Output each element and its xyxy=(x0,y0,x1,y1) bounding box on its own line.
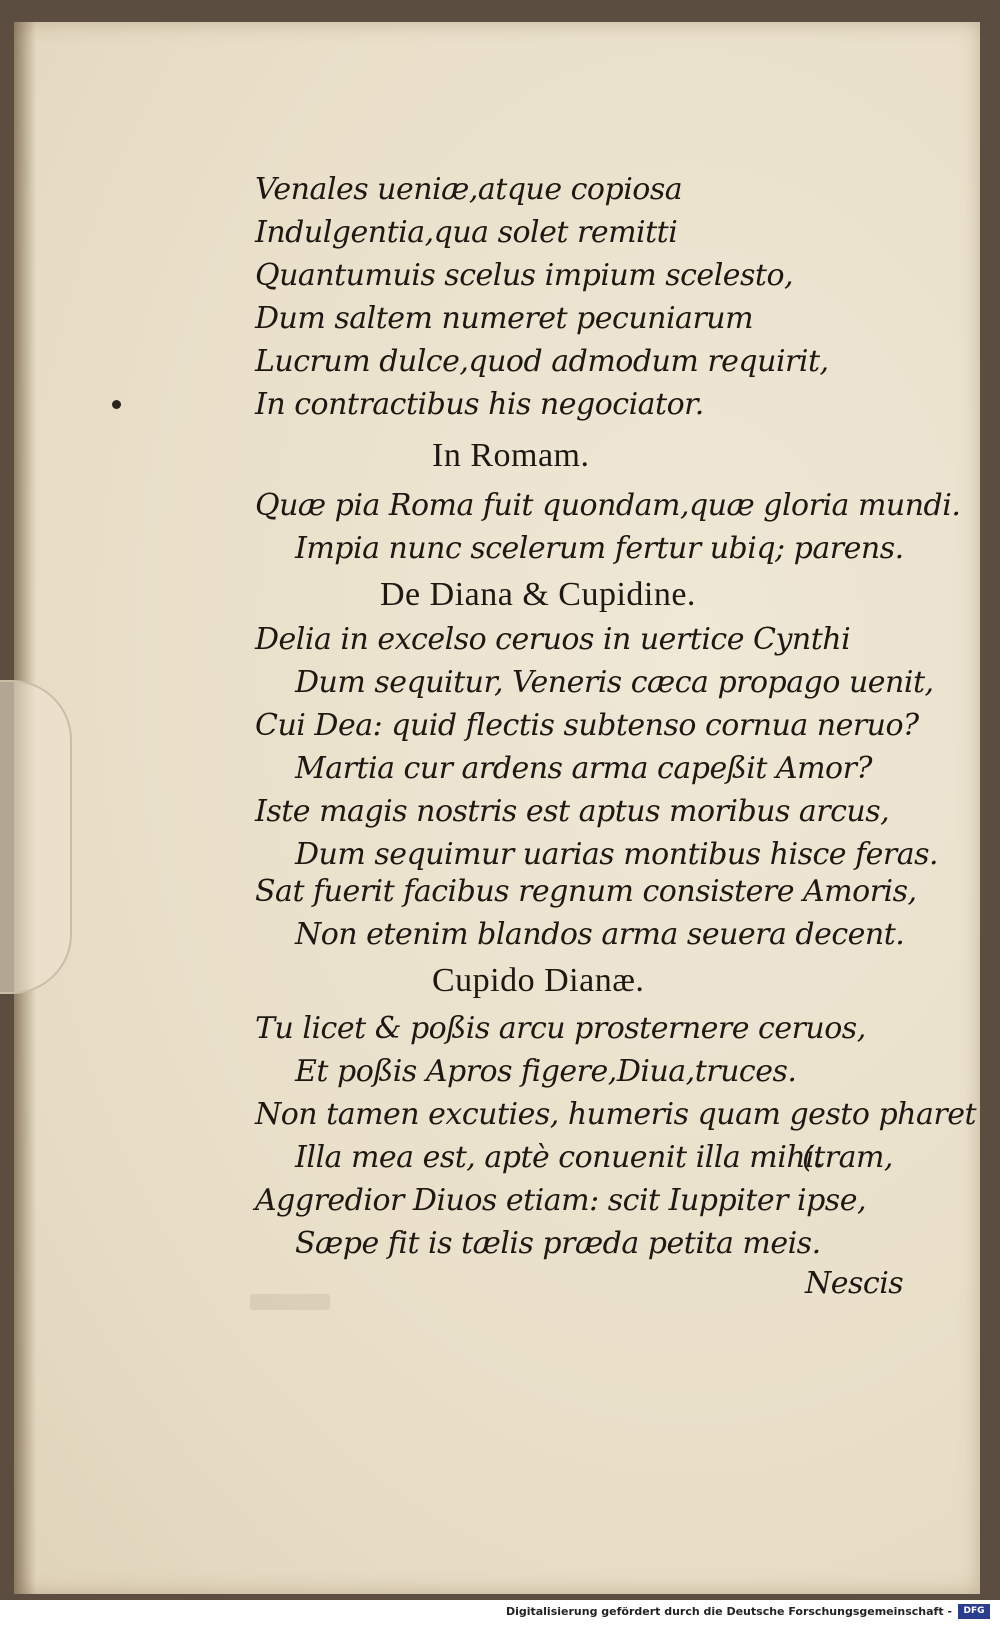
text-line: Cui Dea: quid flectis subtenso cornua neruo? xyxy=(255,708,919,743)
text-line: Lucrum dulce,quod admodum requirit, xyxy=(255,344,829,379)
text-line: Sæpe fit is tælis præda petita meis. xyxy=(295,1226,821,1261)
catchword: Nescis xyxy=(805,1266,904,1301)
text-line: Dum sequitur, Veneris cæca propago uenit, xyxy=(295,665,934,700)
section-heading: In Romam. xyxy=(432,437,590,474)
text-line: Quæ pia Roma fuit quondam,quæ gloria mundi. xyxy=(255,488,961,523)
text-line: Dum saltem numeret pecuniarum xyxy=(255,301,754,336)
continuation-text: (tram, xyxy=(802,1140,893,1175)
text-line: Delia in excelso ceruos in uertice Cynthi xyxy=(255,622,851,657)
text-line: Iste magis nostris est aptus moribus arcus, xyxy=(255,794,890,829)
text-line: In contractibus his negociator. xyxy=(255,387,704,422)
text-line: Quantumuis scelus impium scelesto, xyxy=(255,258,794,293)
text-line: Non tamen excuties, humeris quam gesto pharet xyxy=(255,1097,977,1132)
text-line: Non etenim blandos arma seuera decent. xyxy=(295,917,905,952)
text-line: Aggredior Diuos etiam: scit Iuppiter ipse, xyxy=(255,1183,866,1218)
text-line: Tu licet & poßis arcu prosternere ceruos, xyxy=(255,1011,866,1046)
text-line: Sat fuerit facibus regnum consistere Amoris, xyxy=(255,874,917,909)
text-line: Martia cur ardens arma capeßit Amor? xyxy=(295,751,873,786)
text-line: Illa mea est, aptè conuenit illa mihi. xyxy=(295,1140,824,1175)
dfg-logo: DFG xyxy=(958,1604,990,1619)
text-line: Dum sequimur uarias montibus hisce feras. xyxy=(295,837,939,872)
text-line: Venales ueniæ,atque copiosa xyxy=(255,172,683,207)
text-line: Et poßis Apros figere,Diua,truces. xyxy=(295,1054,797,1089)
section-heading: Cupido Dianæ. xyxy=(432,962,645,999)
footer-bar xyxy=(0,1600,1000,1625)
text-line: Impia nunc scelerum fertur ubiq; parens. xyxy=(295,531,904,566)
text-line: Indulgentia,qua solet remitti xyxy=(255,215,678,250)
section-heading: De Diana & Cupidine. xyxy=(380,576,696,613)
footer-credit: Digitalisierung gefördert durch die Deutsche Forschungsgemeinschaft - xyxy=(505,1605,952,1618)
